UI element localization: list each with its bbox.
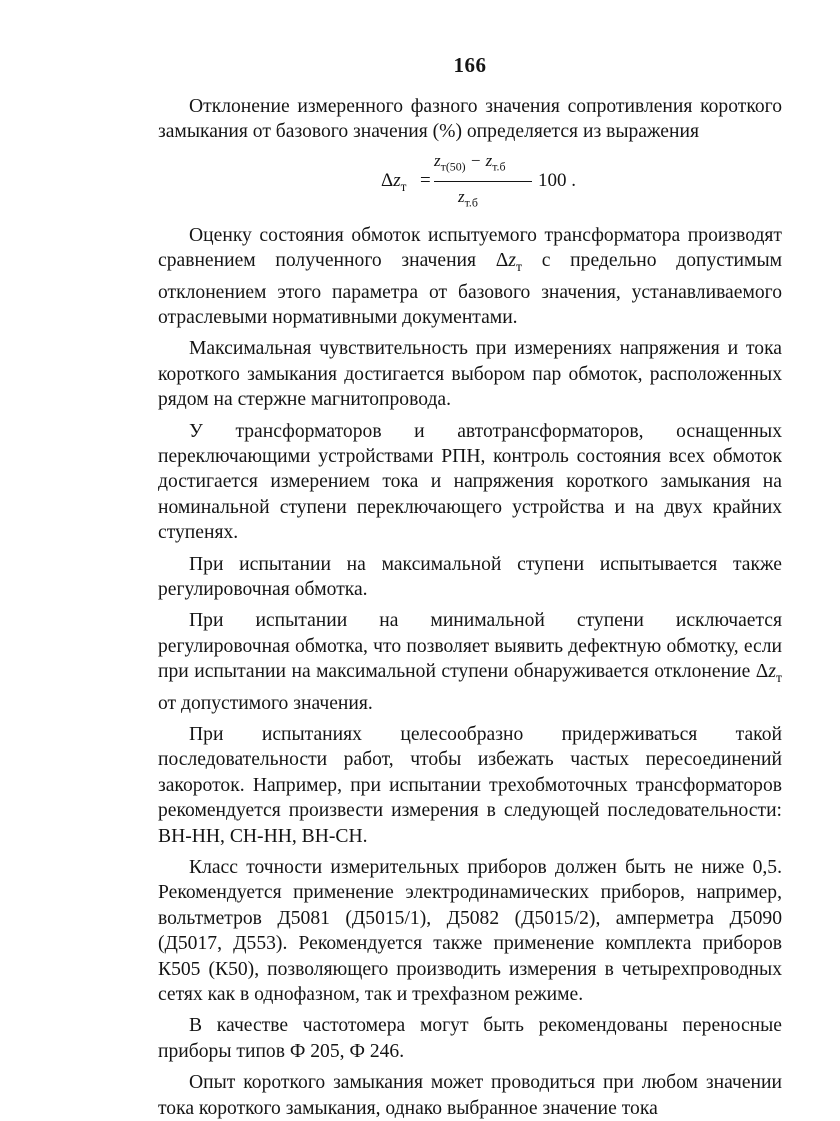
formula-den-sub: т.б (464, 195, 478, 210)
formula-delta-symbol: Δ (381, 169, 394, 191)
formula-factor: 100 . (538, 169, 576, 191)
paragraph-9: В качестве частотомера могут быть рекомендованы переносные приборы типов Ф 205, Ф 246. (158, 1015, 782, 1062)
formula-delta-z (158, 151, 782, 213)
formula-denominator (458, 187, 478, 210)
formula-lhs (381, 170, 406, 195)
formula-num-sub2: т.б (492, 159, 506, 174)
paragraph-2: Оценку состояния обмоток испытуемого трансформатора производят сравнением полученного значения $\Delta z_т$ с предельно допустимым отклонением этого параметра от базового значения, устанавливаемого отраслевыми нормативными документами. (158, 224, 783, 328)
formula-lhs-sub: т (400, 178, 407, 194)
formula-num-var2: z (485, 150, 493, 170)
page-number: 166 (453, 53, 487, 77)
formula-equals: = (420, 169, 431, 191)
formula-den-var: z (458, 186, 465, 206)
paragraph-5: При испытании на максимальной ступени испытывается также регулировочная обмотка. (158, 553, 782, 600)
inline-delta-z-symbol: $\Delta z_т$ (755, 661, 782, 686)
formula-numerator (434, 151, 506, 174)
formula-minus: − (469, 150, 482, 170)
paragraph-4: У трансформаторов и автотрансформаторов, оснащенных переключающими устройствами РПН, контроль состояния всех обмоток достигается измерением тока и напряжения короткого замыкания на номинальной ступени переключающего устройства и на двух крайних ступенях. (158, 420, 782, 544)
formula-num-sub1: т(50) (440, 159, 466, 174)
document-page (158, 52, 782, 1121)
inline-delta-z-symbol: $\Delta z_т$ (495, 250, 523, 275)
formula-num-var1: z (434, 150, 441, 170)
formula-lhs-var: z (393, 169, 401, 191)
fraction-bar (434, 181, 532, 183)
paragraph-3: Максимальная чувствительность при измерениях напряжения и тока короткого замыкания достигается выбором пар обмоток, расположенных рядом на стержне магнитопровода. (158, 338, 782, 411)
paragraph-10: Опыт короткого замыкания может проводиться при любом значении тока короткого замыкания, однако выбранное значение тока (158, 1072, 782, 1119)
paragraph-1: Отклонение измеренного фазного значения сопротивления короткого замыкания от базового значения (%) определяется из выражения (158, 96, 782, 143)
paragraph-6: При испытании на минимальной ступени исключается регулировочная обмотка, что позволяет выявить дефектную обмотку, если при испытании на максимальной ступени обнаруживается отклонение $\Delta z_т$ от допустимого значения. (158, 610, 782, 714)
paragraph-7: При испытаниях целесообразно придерживаться такой последовательности работ, чтобы избежать частых пересоединений закороток. Например, при испытании трехобмоточных трансформаторов рекомендуется произвести измерения в следующей последовательности: ВН-НН, СН-НН, ВН-СН. (158, 723, 782, 847)
paragraph-8: Класс точности измерительных приборов должен быть не ниже 0,5. Рекомендуется применение электродинамических приборов, например, вольтметров Д5081 (Д5015/1), Д5082 (Д5015/2), амперметра Д5090 (Д5017, Д553). Рекомендуется также применение комплекта приборов К505 (К50), позволяющего производить измерения в четырехпроводных сетях как в однофазном, так и трехфазном режиме. (158, 856, 782, 1005)
